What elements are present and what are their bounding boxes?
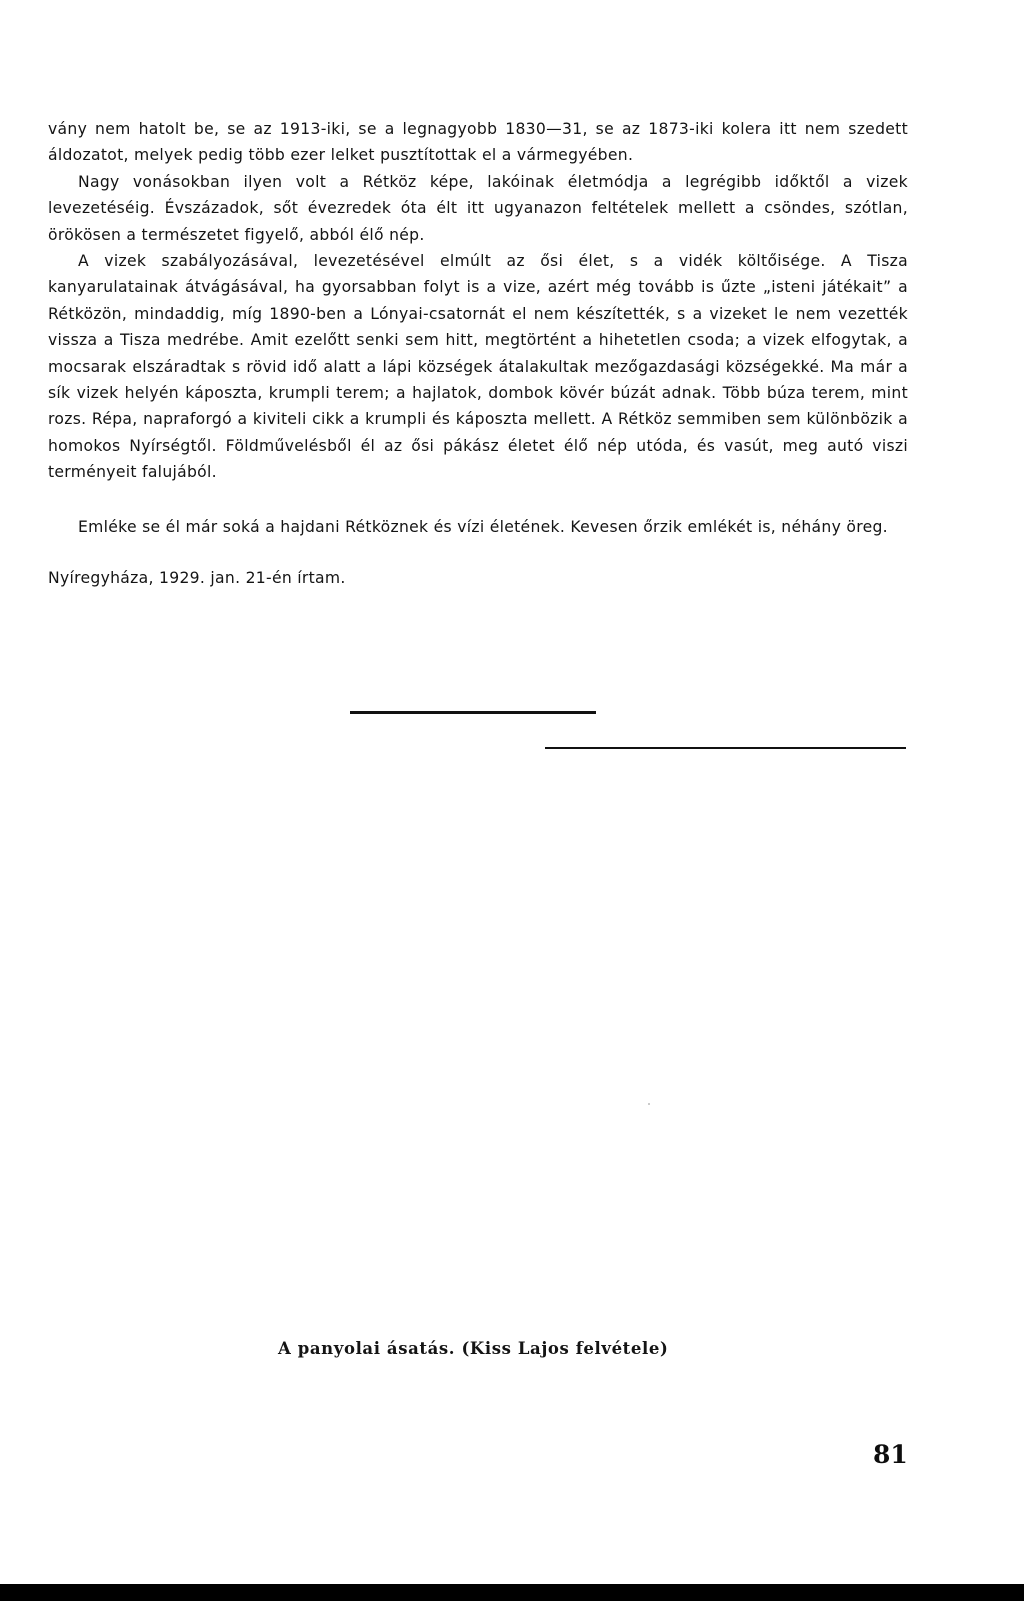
scan-border [0, 1584, 1024, 1601]
article-text [48, 116, 908, 592]
paragraph: A vizek szabályozásával, levezetésével elmúlt az ősi élet, s a vidék költőisége. A Tisza kanyarulatainak átvágásával, ha gyorsabban folyt is a vize, azért még tovább is űzte „isteni játékait” a Rétközön, mindaddig, míg 1890-ben a Lónyai-csatornát el nem készítették, s a vizeket le nem vezették vissza a Tisza medrébe. Amit ezelőtt senki sem hitt, megtörtént a hihetetlen csoda; a vizek elfogytak, a mocsarak elszáradtak s rövid idő alatt a lápi községek átalakultak mezőgazdasági községekké. Ma már a sík vizek helyén káposzta, krumpli terem; a hajlatok, dombok kövér búzát adnak. Több búza terem, mint rozs. Répa, napraforgó a kiviteli cikk a krumpli és káposzta mellett. A Rétköz semmiben sem különbözik a homokos Nyírségtől. Földművelésből él az ősi pákász életet élő nép utóda, és vasút, meg autó viszi terményeit falujából. [48, 252, 908, 482]
photo-caption: A panyolai ásatás. (Kiss Lajos felvétele) [278, 1339, 669, 1358]
section-divider [545, 747, 906, 749]
section-divider [350, 711, 596, 714]
paragraph: Emléke se él már soká a hajdani Rétköznek és vízi életének. Kevesen őrzik emlékét is, néhány öreg. [78, 517, 888, 536]
signature-line: Nyíregyháza, 1929. jan. 21-én írtam. [48, 569, 346, 588]
paragraph: vány nem hatolt be, se az 1913-iki, se a legnagyobb 1830—31, se az 1873-iki kolera itt nem szedett áldozatot, melyek pedig több ezer lelket pusztítottak el a vármegyében. [48, 120, 908, 165]
paragraph: Nagy vonásokban ilyen volt a Rétköz képe, lakóinak életmódja a legrégibb időktől a vizek levezetéséig. Évszázadok, sőt évezredek óta élt itt ugyanazon feltételek mellett a csöndes, szótlan, örökösen a természetet figyelő, abból élő nép. [48, 172, 908, 244]
page-number: 81 [873, 1440, 908, 1469]
scan-speck [648, 1103, 650, 1105]
